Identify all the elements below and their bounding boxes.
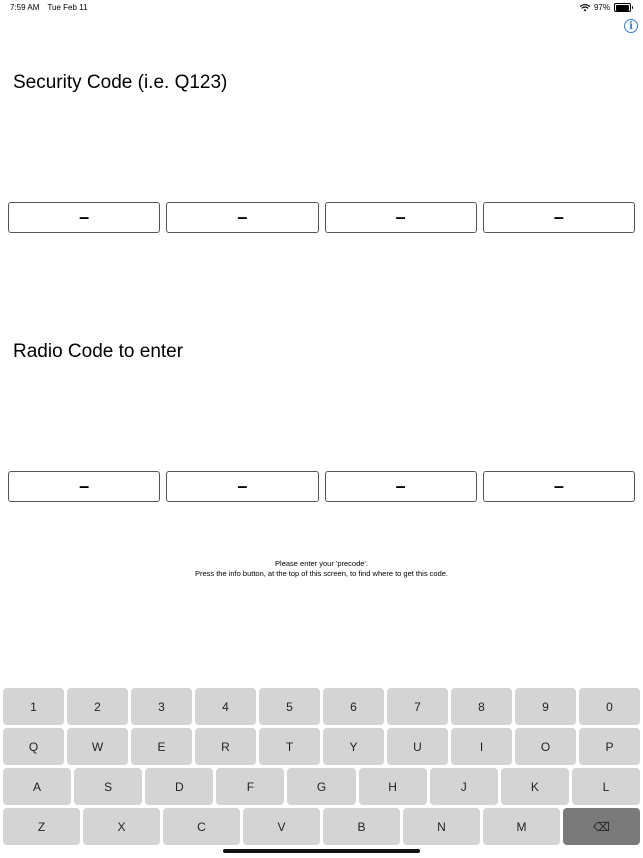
battery-percent: 97% <box>593 3 610 12</box>
hint-text <box>0 559 643 579</box>
status-left <box>10 3 93 12</box>
key-z[interactable]: Z <box>3 808 80 845</box>
key-h[interactable]: H <box>359 768 427 805</box>
key-w[interactable]: W <box>67 728 128 765</box>
keyboard-row-2 <box>3 728 640 765</box>
key-q[interactable]: Q <box>3 728 64 765</box>
key-e[interactable]: E <box>131 728 192 765</box>
key-r[interactable]: R <box>195 728 256 765</box>
key-s[interactable]: S <box>74 768 142 805</box>
security-code-field-4[interactable]: – <box>483 202 635 233</box>
security-code-field-3[interactable]: – <box>325 202 477 233</box>
key-b[interactable]: B <box>323 808 400 845</box>
hint-line-1: Please enter your 'precode'. <box>275 559 368 568</box>
key-a[interactable]: A <box>3 768 71 805</box>
key-d[interactable]: D <box>145 768 213 805</box>
wifi-icon <box>580 4 590 12</box>
status-right <box>580 3 631 12</box>
keyboard <box>0 685 643 858</box>
key-6[interactable]: 6 <box>323 688 384 725</box>
hint-line-2: Press the info button, at the top of this screen, to find where to get this code. <box>194 569 449 578</box>
info-button[interactable] <box>624 19 638 33</box>
key-k[interactable]: K <box>501 768 569 805</box>
key-n[interactable]: N <box>403 808 480 845</box>
radio-code-fields <box>8 471 635 502</box>
security-code-field-2[interactable]: – <box>166 202 318 233</box>
key-p[interactable]: P <box>579 728 640 765</box>
key-0[interactable]: 0 <box>579 688 640 725</box>
key-g[interactable]: G <box>287 768 355 805</box>
key-8[interactable]: 8 <box>451 688 512 725</box>
radio-code-title: Radio Code to enter <box>13 341 184 362</box>
key-l[interactable]: L <box>572 768 640 805</box>
radio-code-field-3: – <box>325 471 477 502</box>
battery-fill <box>616 5 630 11</box>
key-m[interactable]: M <box>483 808 560 845</box>
key-7[interactable]: 7 <box>387 688 448 725</box>
key-v[interactable]: V <box>243 808 320 845</box>
keyboard-row-3 <box>3 768 640 805</box>
keyboard-row-4 <box>3 808 640 845</box>
key-u[interactable]: U <box>387 728 448 765</box>
status-time: 7:59 AM <box>10 3 40 12</box>
key-i[interactable]: I <box>451 728 512 765</box>
key-o[interactable]: O <box>515 728 576 765</box>
radio-code-field-2: – <box>166 471 318 502</box>
battery-icon <box>614 3 631 12</box>
key-x[interactable]: X <box>83 808 160 845</box>
key-5[interactable]: 5 <box>259 688 320 725</box>
security-code-title: Security Code (i.e. Q123) <box>13 72 228 93</box>
key-t[interactable]: T <box>259 728 320 765</box>
security-code-field-1[interactable]: – <box>8 202 160 233</box>
status-bar <box>0 0 643 16</box>
key-4[interactable]: 4 <box>195 688 256 725</box>
key-c[interactable]: C <box>163 808 240 845</box>
key-j[interactable]: J <box>430 768 498 805</box>
keyboard-row-1 <box>3 688 640 725</box>
info-icon: i <box>629 20 633 32</box>
key-9[interactable]: 9 <box>515 688 576 725</box>
radio-code-field-1: – <box>8 471 160 502</box>
key-1[interactable]: 1 <box>3 688 64 725</box>
backspace-key[interactable]: ⌫ <box>563 808 640 845</box>
key-y[interactable]: Y <box>323 728 384 765</box>
status-date: Tue Feb 11 <box>47 3 88 12</box>
key-f[interactable]: F <box>216 768 284 805</box>
key-2[interactable]: 2 <box>67 688 128 725</box>
security-code-fields <box>8 202 635 233</box>
radio-code-field-4: – <box>483 471 635 502</box>
key-3[interactable]: 3 <box>131 688 192 725</box>
home-indicator <box>223 849 420 853</box>
